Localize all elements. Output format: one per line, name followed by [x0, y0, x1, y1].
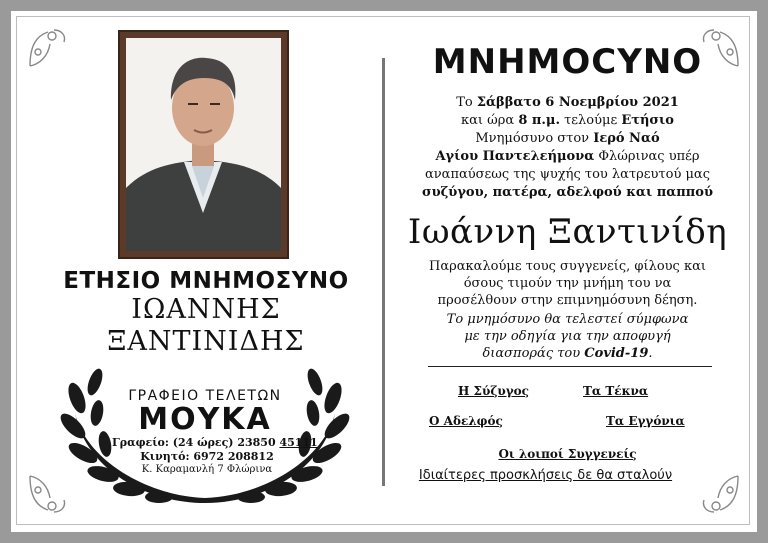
deceased-last-name: ΞΑΝΤΙΝΙΔΗΣ [107, 326, 305, 357]
corner-ornament-icon [26, 26, 70, 70]
covid-line-2: με την οδηγία για την αποφυγή [464, 329, 671, 344]
church-line: Μνημόσυνο στον Ιερό Ναό [475, 131, 660, 146]
signature-grandchildren: Τα Εγγόνια [606, 414, 685, 428]
signature-separator [428, 366, 712, 367]
portrait-frame [118, 30, 289, 259]
funeral-home-office-phone: Γραφείο: (24 ώρες) 23850 45111 [112, 436, 318, 449]
no-invitations-note: Ιδιαίτερες προσκλήσεις δε θα σταλούν [418, 468, 673, 483]
invitation-line-3: προσέλθουν στην επιμνημόσυνη δέηση. [437, 293, 698, 308]
memorial-title: ΜΝΗΜΟCΥΝΟ [432, 42, 703, 82]
date-line: Το Σάββατο 6 Νοεμβρίου 2021 [456, 95, 679, 110]
invitation-line-2: όσους τιμούν την μνήμη του να [463, 276, 672, 291]
location-line: Αγίου Παντελεήμονα Φλώρινας υπέρ [435, 149, 700, 164]
portrait-photo [126, 38, 281, 251]
funeral-home-name: ΜΟΥΚΑ [138, 402, 272, 437]
funeral-home-label: ΓΡΑΦΕΙΟ ΤΕΛΕΤΩΝ [128, 388, 282, 404]
covid-line-3: διασποράς του Covid-19. [482, 346, 653, 361]
signature-children: Τα Τέκνα [583, 384, 649, 398]
repose-line: αναπαύσεως της ψυχής του λατρευτού μας [425, 167, 710, 182]
signature-wife: Η Σύζυγος [458, 384, 529, 398]
time-line: και ώρα 8 π.μ. τελούμε Ετήσιο [461, 113, 674, 128]
invitation-line-1: Παρακαλούμε τους συγγενείς, φίλους και [429, 259, 706, 274]
funeral-home-address: Κ. Καραμανλή 7 Φλώρινα [141, 464, 273, 475]
funeral-home-mobile: Κινητό: 6972 208812 [140, 450, 274, 463]
corner-ornament-icon [698, 472, 742, 516]
deceased-first-name: ΙΩΑΝΝΗΣ [131, 294, 281, 325]
deceased-name: Ιωάννη Ξαντινίδη [407, 212, 728, 252]
vertical-divider [382, 58, 385, 486]
signature-relatives: Οι λοιποί Συγγενείς [498, 447, 637, 461]
left-title: ΕΤΗΣΙΟ ΜΝΗΜΟΣΥΝΟ [63, 268, 349, 294]
signature-brother: Ο Αδελφός [429, 414, 503, 428]
covid-line-1: Το μνημόσυνο θα τελεστεί σύμφωνα [446, 312, 689, 327]
relations-line: συζύγου, πατέρα, αδελφού και παππού [422, 185, 713, 200]
